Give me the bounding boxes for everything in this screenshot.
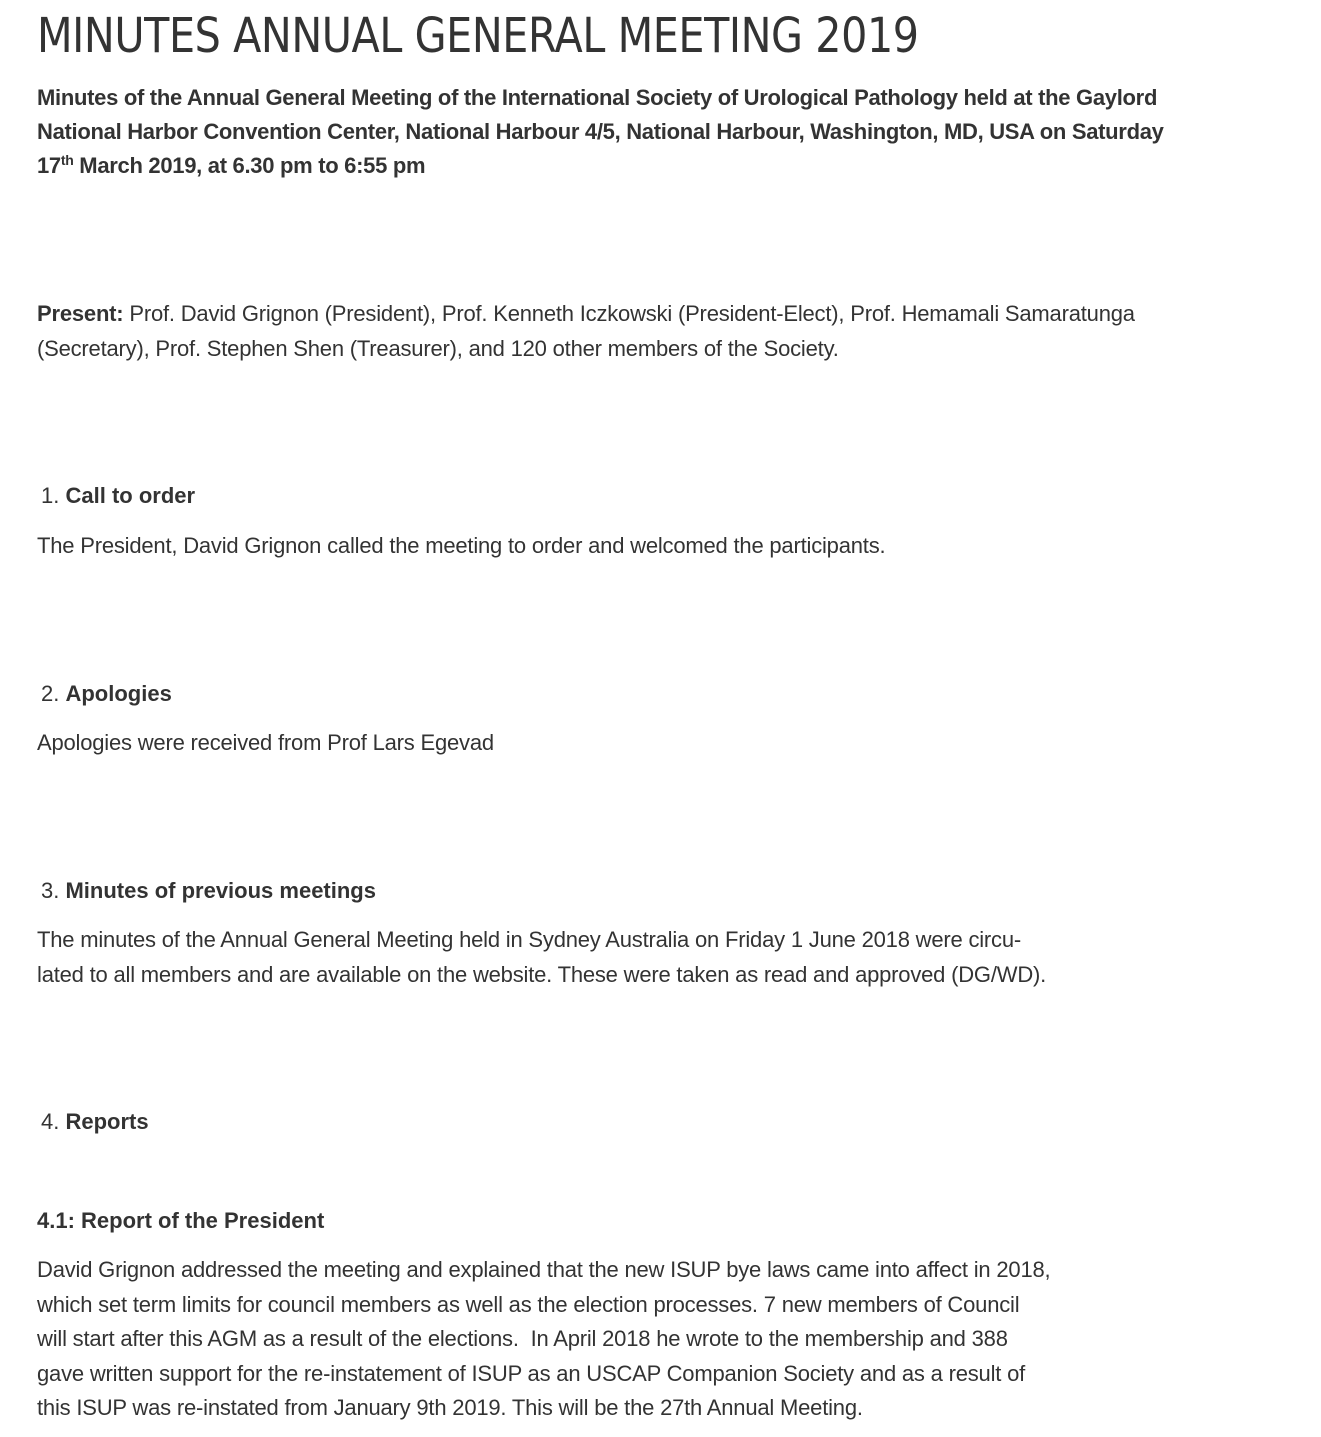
section-title: Apologies [65,681,172,706]
meeting-intro [37,81,1167,183]
present-label: Present: [37,301,124,326]
section-number: 1. [41,483,60,508]
section-heading-apologies [41,679,172,709]
section-title: Call to order [65,483,196,508]
section-body-apologies: Apologies were received from Prof Lars Egevad [37,730,494,755]
section-heading-previous-minutes [41,876,376,906]
section-body-previous-minutes [37,923,1167,992]
section-number: 2. [41,681,60,706]
subsection-body-president-report [37,1253,1167,1426]
section-heading-reports [41,1107,149,1137]
section-body-call-to-order: The President, David Grignon called the meeting to order and welcomed the participants. [37,533,886,558]
section-heading-call-to-order [41,481,195,511]
section-title: Minutes of previous meetings [65,878,376,903]
body-line: lated to all members and are available on the website. These were taken as read and approved (DG/WD). [37,961,1047,987]
body-line: will start after this AGM as a result of the elections. In April 2018 he wrote to the membership and 388 [37,1326,1008,1351]
body-line: gave written support for the re-instatement of ISUP as an USCAP Companion Society and as a result of [37,1360,1026,1386]
body-line: this ISUP was re-instated from January 9th 2019. This will be the 27th Annual Meeting. [37,1395,863,1420]
page-title: MINUTES ANNUAL GENERAL MEETING 2019 [37,8,919,64]
body-line: The minutes of the Annual General Meeting held in Sydney Australia on Friday 1 June 2018 were circu- [37,927,1022,952]
section-number: 4. [41,1109,60,1134]
present-paragraph [37,297,1167,366]
intro-text: Minutes of the Annual General Meeting of the International Society of Urological Pathology held at the Gaylord National Harbor Convention Center, National Harbour 4/5, National Harbour, Washington, MD, USA on Saturday 17 [37,85,1164,178]
subsection-heading-president-report: 4.1: Report of the President [37,1208,325,1233]
intro-text-end: March 2019, at 6.30 pm to 6:55 pm [73,153,426,178]
section-number: 3. [41,878,60,903]
present-text: Prof. David Grignon (President), Prof. Kenneth Iczkowski (President-Elect), Prof. Hemamali Samaratunga (Secretary), Prof. Stephen Shen (Treasurer), and 120 other members of the Society. [37,301,1135,361]
body-line: David Grignon addressed the meeting and explained that the new ISUP bye laws came into affect in 2018, [37,1257,1051,1282]
intro-superscript: th [60,152,74,168]
section-title: Reports [65,1109,149,1134]
body-line: which set term limits for council members as well as the election processes. 7 new members of Council [37,1291,1020,1317]
